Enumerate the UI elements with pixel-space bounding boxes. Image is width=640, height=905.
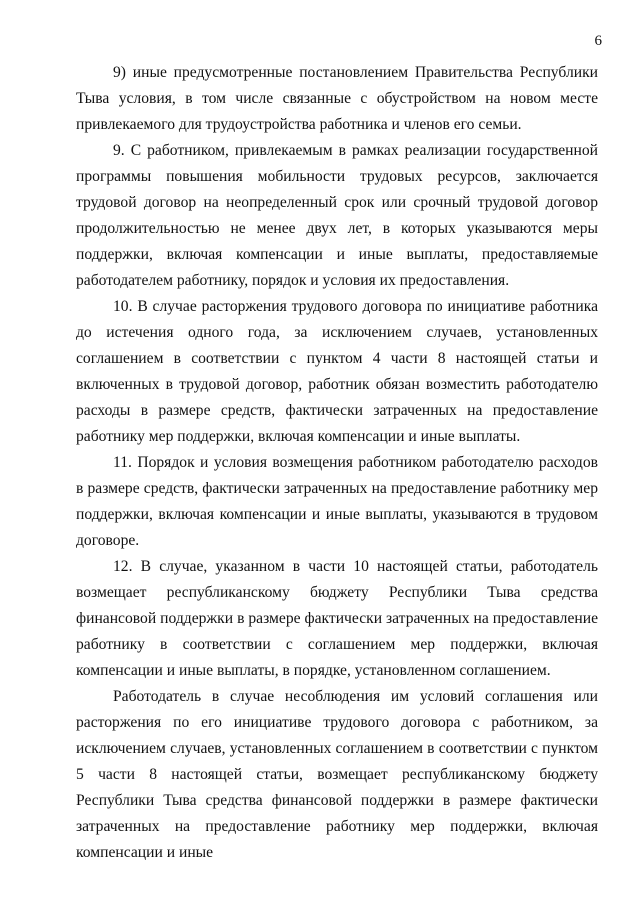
paragraph-10: 10. В случае расторжения трудового договора по инициативе работника до истечения одного года, за исключением случаев, установленных соглашением в соответствии с пунктом 4 части 8 настоящей статьи и включенных в трудовой договор, работник обязан возместить работодателю расходы в размере средств, фактически затраченных на предоставление работнику мер поддержки, включая компенсации и иные выплаты. xyxy=(76,298,598,445)
paragraph-11: 11. Порядок и условия возмещения работником работодателю расходов в размере средств, фактически затраченных на предоставление работнику мер поддержки, включая компенсации и иные выплаты, указываются в трудовом договоре. xyxy=(76,454,598,549)
paragraph-employer-obligation: Работодатель в случае несоблюдения им условий соглашения или расторжения по его инициативе трудового договора с работником, за исключением случаев, установленных соглашением в соответствии с пунктом 5 части 8 настоящей статьи, возмещает республиканскому бюджету Республики Тыва средства финансовой поддержки в размере фактически затраченных на предоставление работнику мер поддержки, включая компенсации и иные xyxy=(76,688,598,861)
document-body xyxy=(76,60,598,866)
paragraph-item-9-subpoint: 9) иные предусмотренные постановлением Правительства Республики Тыва условия, в том числе связанные с обустройством на новом месте привлекаемого для трудоустройства работника и членов его семьи. xyxy=(76,64,598,133)
page-number: 6 xyxy=(594,33,602,49)
paragraph-9: 9. С работником, привлекаемым в рамках реализации государственной программы повышения мобильности трудовых ресурсов, заключается трудовой договор на неопределенный срок или срочный трудовой договор продолжительностью не менее двух лет, в которых указываются меры поддержки, включая компенсации и иные выплаты, предоставляемые работодателем работнику, порядок и условия их предоставления. xyxy=(76,142,598,289)
paragraph-12: 12. В случае, указанном в части 10 настоящей статьи, работодатель возмещает республиканскому бюджету Республики Тыва средства финансовой поддержки в размере фактически затраченных на предоставление работнику в соответствии с соглашением мер поддержки, включая компенсации и иные выплаты, в порядке, установленном соглашением. xyxy=(76,558,598,679)
